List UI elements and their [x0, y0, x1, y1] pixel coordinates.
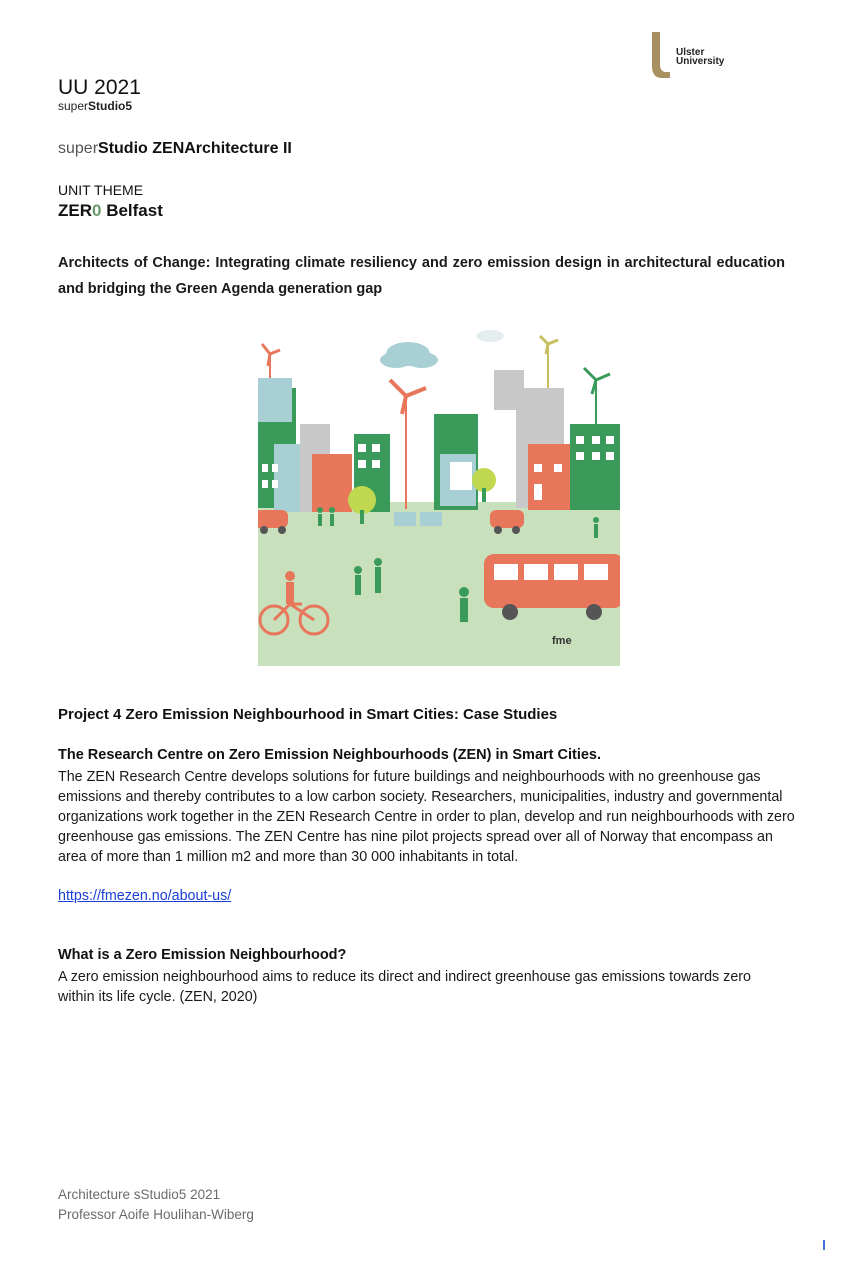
unit-name-zero: 0 [92, 201, 102, 220]
studio-prefix: super [58, 99, 89, 113]
logo-line1: Ulster [676, 47, 705, 58]
footer-course: Architecture sStudio5 2021 [58, 1187, 221, 1202]
page-corner-mark [823, 1240, 825, 1250]
unit-theme-label: UNIT THEME [58, 182, 144, 198]
studio-name: Studio5 [88, 99, 133, 113]
city-scene-image [258, 314, 620, 666]
project-title: Project 4 Zero Emission Neighbourhood in Smart Cities: Case Studies [58, 706, 558, 723]
project-description: Architects of Change: Integrating climate resiliency and zero emission design in architectural education and bridging the Green Agenda generation gap [58, 255, 785, 297]
question-body-text: A zero emission neighbourhood aims to reduce its direct and indirect greenhouse gas emissions towards zero within its life cycle. (ZEN, 2020) [58, 969, 751, 1005]
logo-wordmark [676, 48, 724, 66]
header-studio [58, 99, 132, 113]
course-title [58, 140, 292, 158]
unit-name-pre: ZER [58, 201, 92, 220]
logo-line2: University [676, 56, 725, 67]
ulster-university-logo [648, 30, 758, 82]
course-prefix: super [58, 140, 99, 157]
zen-heading: The Research Centre on Zero Emission Neighbourhoods (ZEN) in Smart Cities. [58, 747, 602, 763]
zen-body-text: The ZEN Research Centre develops solutions for future buildings and neighbourhoods with no greenhouse gas emissions and thereby contributes to a low carbon society. Researchers, municipalities, industry and governmental organizations work together in the ZEN Research Centre in order to plan, develop and run neighbourhoods with zero greenhouse gas emissions. The ZEN Centre has nine pilot projects spread over all of Norway that encompass an area of more than 1 million m2 and more than 30 000 inhabitants in total. [58, 769, 795, 865]
header-year: UU 2021 [58, 76, 141, 99]
zen-about-link[interactable]: https://fmezen.no/about-us/ [58, 888, 232, 904]
fme-badge: fme [552, 635, 572, 647]
university-crest-icon [648, 30, 678, 82]
smart-city-illustration [258, 314, 620, 666]
unit-theme-name [58, 201, 163, 221]
footer-professor: Professor Aoife Houlihan-Wiberg [58, 1207, 254, 1222]
question-heading: What is a Zero Emission Neighbourhood? [58, 947, 347, 963]
course-name: Studio ZENArchitecture II [98, 140, 292, 157]
unit-name-post: Belfast [101, 201, 163, 220]
